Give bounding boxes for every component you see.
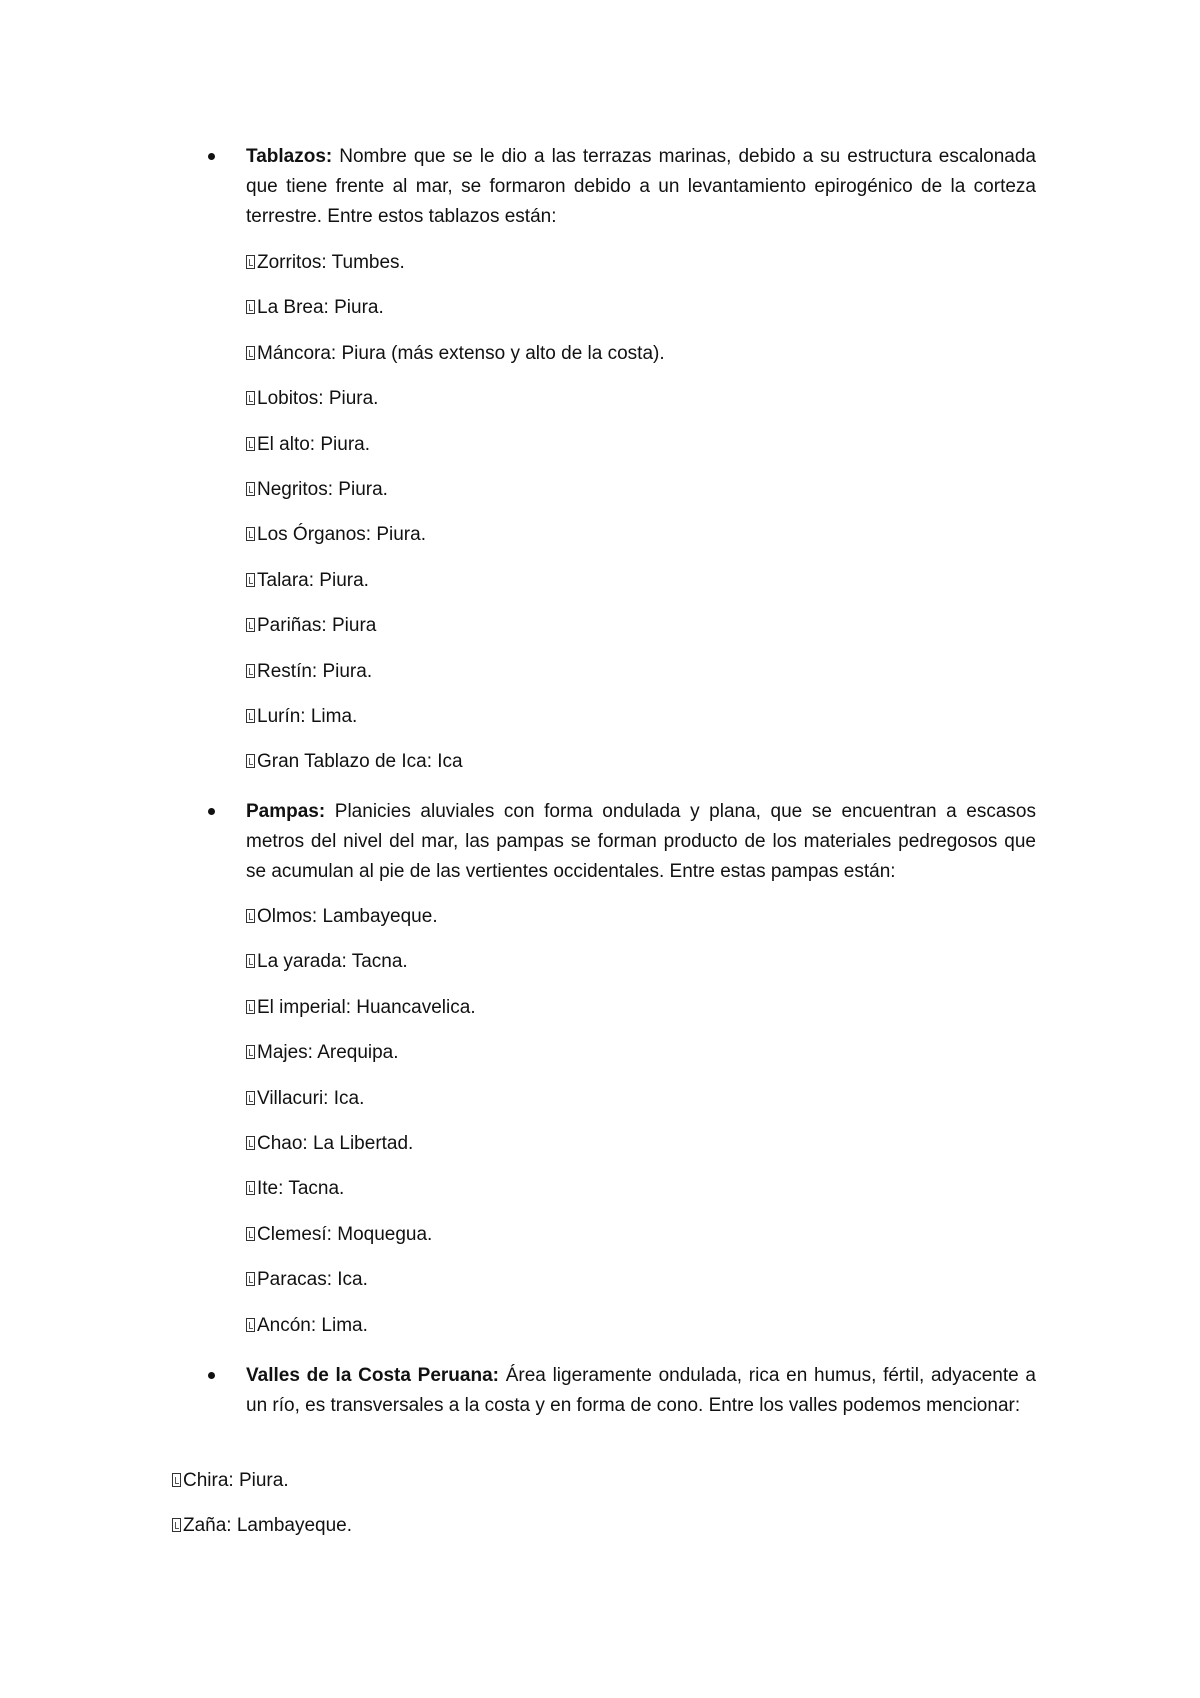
- list-item-text: Restín: Piura.: [257, 660, 373, 682]
- pampas-paragraph: [246, 797, 1036, 887]
- list-item: [246, 750, 463, 774]
- list-item: [246, 1132, 413, 1156]
- missing-glyph-icon: [172, 1518, 181, 1532]
- list-item-text: La Brea: Piura.: [257, 297, 384, 319]
- list-item-text: Paracas: Ica.: [257, 1269, 368, 1291]
- list-item: [246, 950, 408, 974]
- bullet-icon: [208, 153, 215, 160]
- list-item: [246, 996, 476, 1020]
- list-item-text: Ite: Tacna.: [257, 1178, 345, 1200]
- list-item-text: Villacuri: Ica.: [257, 1087, 365, 1109]
- missing-glyph-icon: [246, 346, 255, 360]
- list-item-text: El alto: Piura.: [257, 433, 370, 455]
- list-item: [246, 1041, 399, 1065]
- valles-term: Valles de la Costa Peruana:: [246, 1365, 499, 1386]
- missing-glyph-icon: [172, 1473, 181, 1487]
- missing-glyph-icon: [246, 391, 255, 405]
- missing-glyph-icon: [246, 482, 255, 496]
- list-item-text: Zaña: Lambayeque.: [183, 1515, 353, 1537]
- missing-glyph-icon: [246, 909, 255, 923]
- missing-glyph-icon: [246, 1045, 255, 1059]
- list-item-text: Lurín: Lima.: [257, 706, 358, 727]
- list-item-text: La yarada: Tacna.: [257, 951, 408, 973]
- missing-glyph-icon: [246, 954, 255, 968]
- list-item-text: Gran Tablazo de Ica: Ica: [257, 751, 463, 773]
- list-item: [246, 1314, 368, 1338]
- missing-glyph-icon: [246, 1000, 255, 1014]
- list-item: [172, 1469, 289, 1493]
- missing-glyph-icon: [246, 1227, 255, 1241]
- list-item: [246, 478, 388, 502]
- missing-glyph-icon: [246, 1272, 255, 1286]
- pampas-term: Pampas:: [246, 801, 326, 822]
- list-item-text: Zorritos: Tumbes.: [257, 252, 405, 273]
- missing-glyph-icon: [246, 573, 255, 587]
- list-item-text: Olmos: Lambayeque.: [257, 906, 438, 927]
- list-item-text: El imperial: Huancavelica.: [257, 996, 476, 1018]
- list-item-text: Majes: Arequipa.: [257, 1042, 399, 1064]
- pampas-description: Planicies aluviales con forma ondulada y plana, que se encuentran a escasos metros del nivel del mar, las pampas se forman producto de los materiales pedregosos que se acumulan al pie de las vertientes occidentales. Entre estas pampas están:: [246, 801, 1036, 882]
- bullet-icon: [208, 1372, 215, 1379]
- missing-glyph-icon: [246, 1181, 255, 1195]
- missing-glyph-icon: [246, 1318, 255, 1332]
- valles-description: Área ligeramente ondulada, rica en humus, fértil, adyacente a un río, es transversales a la costa y en forma de cono. Entre los valles podemos mencionar:: [246, 1365, 1036, 1416]
- valles-paragraph: [246, 1361, 1036, 1421]
- list-item-text: Talara: Piura.: [257, 569, 369, 591]
- tablazos-description: Nombre que se le dio a las terrazas marinas, debido a su estructura escalonada que tiene frente al mar, se formaron debido a un levantamiento epirogénico de la corteza terrestre. Entre estos tablazos están:: [246, 146, 1036, 227]
- missing-glyph-icon: [246, 709, 255, 723]
- list-item-text: Pariñas: Piura: [257, 615, 377, 637]
- list-item: [246, 387, 378, 411]
- missing-glyph-icon: [246, 1136, 255, 1150]
- tablazos-term: Tablazos:: [246, 146, 333, 167]
- list-item-text: Lobitos: Piura.: [257, 388, 379, 410]
- list-item: [246, 1177, 344, 1201]
- missing-glyph-icon: [246, 1091, 255, 1105]
- list-item: [246, 614, 376, 638]
- missing-glyph-icon: [246, 255, 255, 269]
- list-item: [246, 296, 384, 320]
- list-item-text: Clemesí: Moquegua.: [257, 1223, 433, 1245]
- list-item: [246, 705, 357, 729]
- list-item: [246, 1087, 364, 1111]
- list-item-text: Chira: Piura.: [183, 1470, 289, 1491]
- list-item: [172, 1514, 352, 1538]
- list-item-text: Chao: La Libertad.: [257, 1133, 414, 1154]
- list-item: [246, 1223, 432, 1247]
- missing-glyph-icon: [246, 437, 255, 451]
- list-item-text: Máncora: Piura (más extenso y alto de la costa).: [257, 342, 665, 364]
- list-item: [246, 342, 665, 366]
- list-item: [246, 569, 369, 593]
- missing-glyph-icon: [246, 527, 255, 541]
- list-item-text: Ancón: Lima.: [257, 1314, 368, 1336]
- missing-glyph-icon: [246, 664, 255, 678]
- list-item: [246, 433, 370, 457]
- tablazos-paragraph: [246, 142, 1036, 232]
- list-item: [246, 251, 405, 275]
- bullet-icon: [208, 808, 215, 815]
- missing-glyph-icon: [246, 618, 255, 632]
- list-item-text: Negritos: Piura.: [257, 479, 388, 500]
- list-item-text: Los Órganos: Piura.: [257, 524, 426, 546]
- missing-glyph-icon: [246, 754, 255, 768]
- list-item: [246, 523, 426, 547]
- list-item: [246, 1268, 368, 1292]
- list-item: [246, 660, 372, 684]
- list-item: [246, 905, 438, 929]
- missing-glyph-icon: [246, 300, 255, 314]
